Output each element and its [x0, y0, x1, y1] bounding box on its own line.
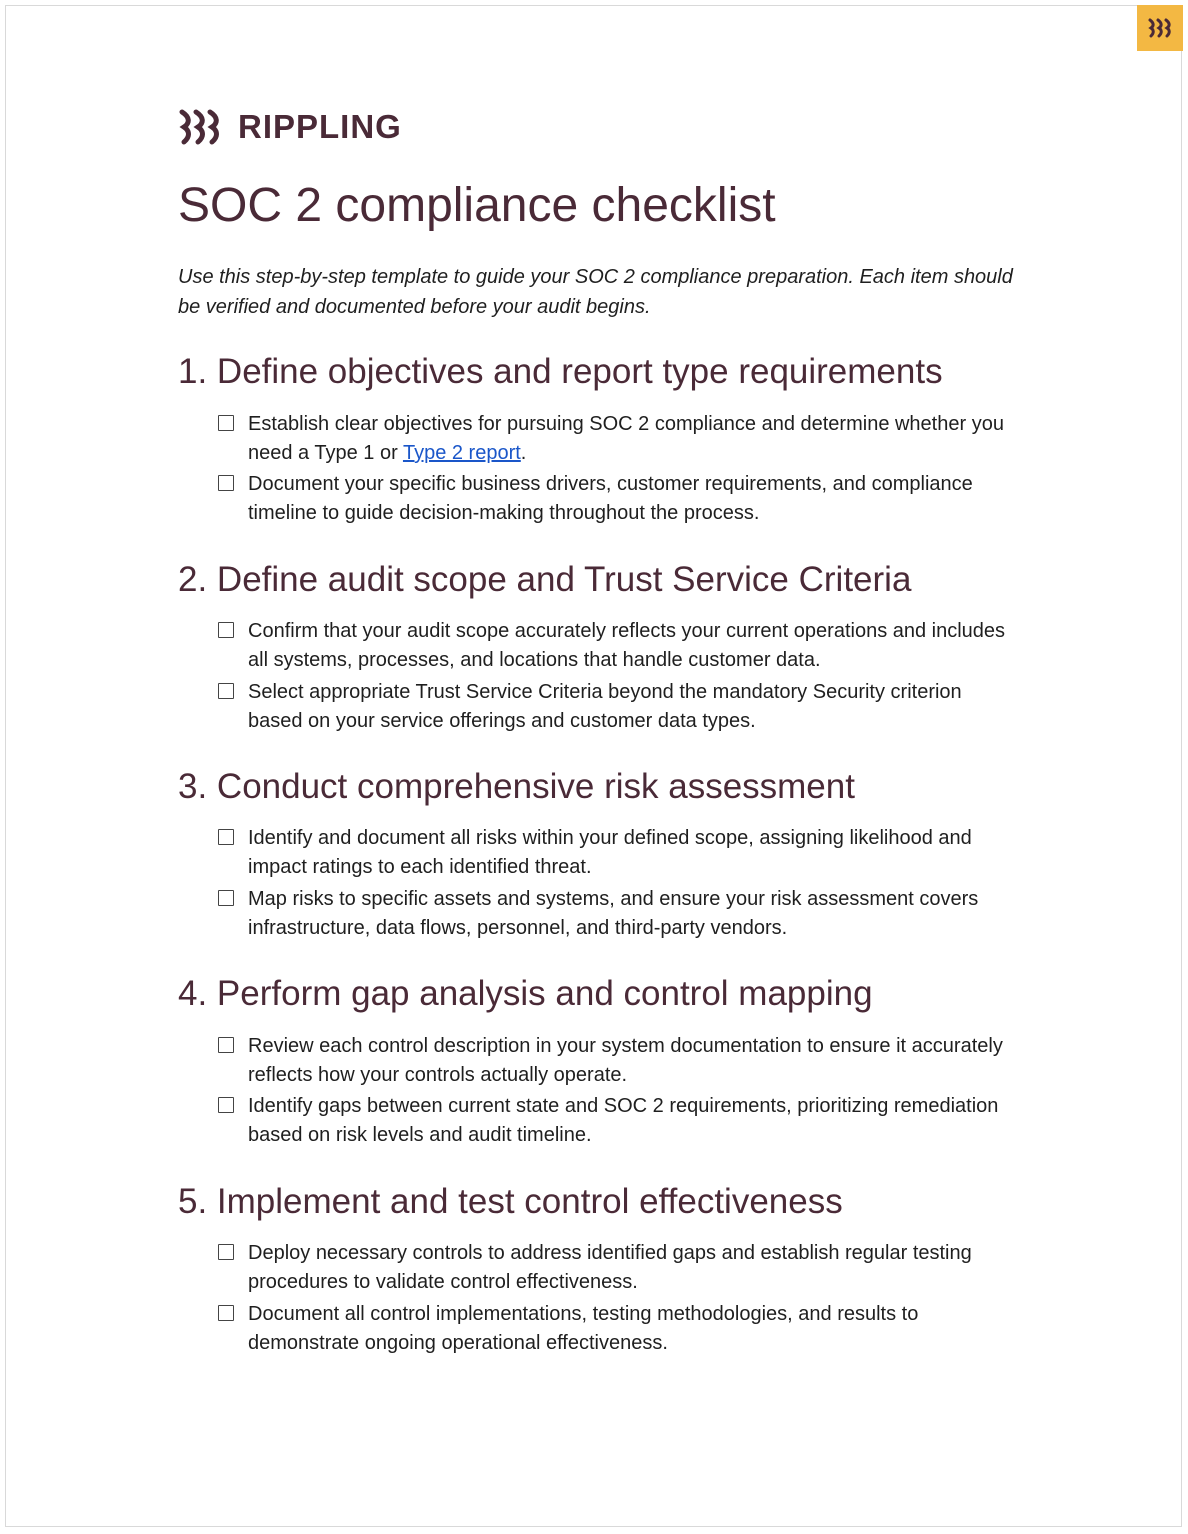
- checklist-item: [218, 824, 1018, 882]
- checklist-item: [218, 470, 1018, 528]
- checkbox[interactable]: [218, 1037, 234, 1053]
- rippling-logo-icon: [178, 109, 224, 145]
- checklist-item: [218, 410, 1018, 468]
- checklist-item: [218, 1239, 1018, 1297]
- checkbox[interactable]: [218, 415, 234, 431]
- checklist-item-text: Identify gaps between current state and SOC 2 requirements, prioritizing remediation based on risk levels and audit timeline.: [248, 1095, 999, 1146]
- checklist-item-text: Review each control description in your system documentation to ensure it accurately reflects how your controls actually operate.: [248, 1035, 1003, 1086]
- section-heading: 2. Define audit scope and Trust Service Criteria: [178, 560, 912, 599]
- section-heading: 1. Define objectives and report type requirements: [178, 352, 943, 391]
- checklist-item: [218, 617, 1018, 675]
- section-heading: 4. Perform gap analysis and control mapping: [178, 974, 873, 1013]
- corner-badge: [1137, 5, 1183, 51]
- checklist-item-text: Deploy necessary controls to address identified gaps and establish regular testing procedures to validate control effectiveness.: [248, 1242, 972, 1293]
- checklist-item-text: Document your specific business drivers, customer requirements, and compliance timeline to guide decision-making throughout the process.: [248, 473, 973, 524]
- rippling-logo-icon: [1147, 18, 1173, 38]
- checklist-item: [218, 1092, 1018, 1150]
- checkbox[interactable]: [218, 1097, 234, 1113]
- document-page: [5, 5, 1182, 1527]
- checkbox[interactable]: [218, 1244, 234, 1260]
- checkbox[interactable]: [218, 683, 234, 699]
- checklist-item-text: Select appropriate Trust Service Criteria beyond the mandatory Security criterion based on your service offerings and customer data types.: [248, 681, 962, 732]
- intro-text: Use this step-by-step template to guide your SOC 2 compliance preparation. Each item should be verified and documented before your audit begins.: [178, 266, 1013, 318]
- checklist-item-text: Identify and document all risks within your defined scope, assigning likelihood and impact ratings to each identified threat.: [248, 827, 972, 878]
- checklist-item: [218, 1032, 1018, 1090]
- checklist-item: [218, 1300, 1018, 1358]
- checkbox[interactable]: [218, 622, 234, 638]
- checklist-item-text: Confirm that your audit scope accurately reflects your current operations and includes all systems, processes, and locations that handle customer data.: [248, 620, 1006, 671]
- checkbox[interactable]: [218, 1305, 234, 1321]
- checkbox[interactable]: [218, 829, 234, 845]
- checkbox[interactable]: [218, 890, 234, 906]
- checklist-item-text: Map risks to specific assets and systems, and ensure your risk assessment covers infrastructure, data flows, personnel, and third-party vendors.: [248, 888, 979, 939]
- checkbox[interactable]: [218, 475, 234, 491]
- brand-logo: [178, 108, 402, 146]
- checklist-item-text: Document all control implementations, testing methodologies, and results to demonstrate ongoing operational effectiveness.: [248, 1303, 919, 1354]
- checklist-item: [218, 885, 1018, 943]
- brand-name: RIPPLING: [238, 108, 402, 145]
- type-2-report-link[interactable]: Type 2 report: [402, 442, 521, 464]
- page-title: SOC 2 compliance checklist: [178, 179, 776, 232]
- checklist-item-text: Establish clear objectives for pursuing SOC 2 compliance and determine whether you need a Type 1 or Type 2 report.: [248, 413, 1004, 464]
- checklist-item: [218, 678, 1018, 736]
- section-heading: 5. Implement and test control effectiveness: [178, 1182, 843, 1221]
- section-heading: 3. Conduct comprehensive risk assessment: [178, 767, 855, 806]
